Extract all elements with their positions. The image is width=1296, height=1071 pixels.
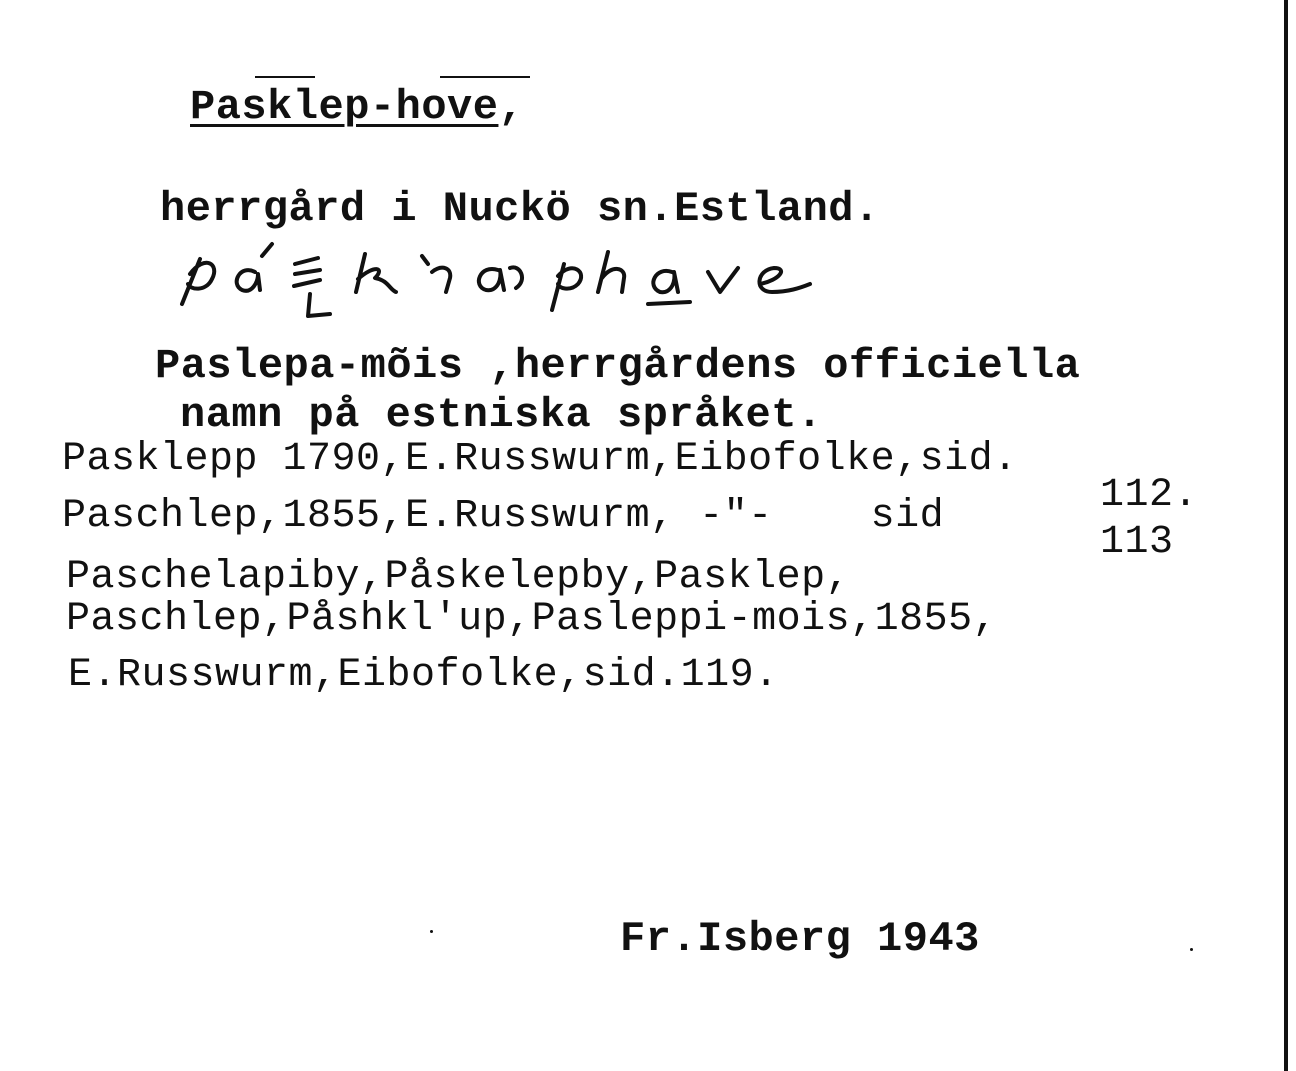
source-page-112: 112. <box>1100 473 1199 518</box>
ink-speck <box>255 76 315 78</box>
variant-forms-line-3: E.Russwurm,Eibofolke,sid.119. <box>68 653 779 698</box>
location-line: herrgård i Nuckö sn.Estland. <box>160 185 880 233</box>
ink-speck <box>430 930 433 933</box>
variant-forms-line-2: Paschlep,Påshkl'up,Pasleppi-mois,1855, <box>66 597 998 642</box>
signature: Fr.Isberg 1943 <box>620 915 980 963</box>
source-page-113: 113 <box>1100 520 1174 565</box>
card-title-suffix: , <box>498 83 525 131</box>
card-edge <box>1284 0 1288 1071</box>
official-name-line-cont: namn på estniska språket. <box>180 391 823 439</box>
card-title-text: Pasklep-hove <box>190 83 499 131</box>
card-title <box>190 83 525 131</box>
variant-forms-line-1: Paschelapiby,Påskelepby,Pasklep, <box>66 555 851 600</box>
ink-speck <box>1190 948 1193 951</box>
official-name-line: Paslepa-mõis ,herrgårdens officiella <box>155 342 1081 390</box>
source-line-1855: Paschlep,1855,E.Russwurm, -"- sid <box>62 494 945 539</box>
handwritten-pronunciation <box>160 234 920 324</box>
source-line-1790: Pasklepp 1790,E.Russwurm,Eibofolke,sid. <box>62 437 1018 482</box>
ink-speck <box>440 76 530 78</box>
